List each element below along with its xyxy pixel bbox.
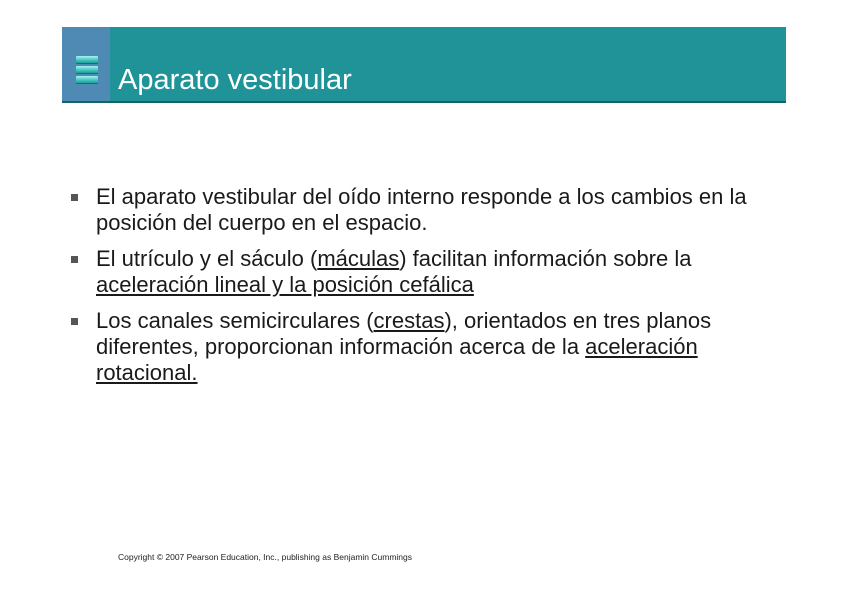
- square-bullet-icon: [71, 256, 78, 263]
- bullet-text: ), orientados en tres planos diferentes, proporcionan información acerca de la: [96, 308, 712, 359]
- bullet-text: El aparato vestibular del oído interno responde a los cambios en la posición del cuerpo en el espacio.: [96, 184, 747, 235]
- underlined-term: crestas: [373, 308, 445, 333]
- square-bullet-icon: [71, 194, 78, 201]
- bullet-item: [70, 308, 790, 386]
- slide-title: Aparato vestibular: [118, 64, 352, 96]
- bullet-text: El utrículo y el sáculo (: [96, 246, 318, 271]
- copyright-notice: Copyright © 2007 Pearson Education, Inc., publishing as Benjamin Cummings: [118, 552, 413, 562]
- underlined-term: máculas: [317, 246, 400, 271]
- square-bullet-icon: [71, 318, 78, 325]
- title-bar: [62, 27, 786, 103]
- bullet-item: [70, 246, 790, 298]
- bullet-item: [70, 184, 790, 236]
- stacked-bars-icon: [76, 56, 98, 92]
- bullet-text: Los canales semicirculares (: [96, 308, 374, 333]
- bullet-list: [70, 184, 790, 396]
- underlined-term: aceleración rotacional.: [96, 334, 698, 385]
- underlined-term: aceleración lineal y la posición cefálica: [96, 272, 474, 297]
- bullet-text: ) facilitan información sobre la: [399, 246, 692, 271]
